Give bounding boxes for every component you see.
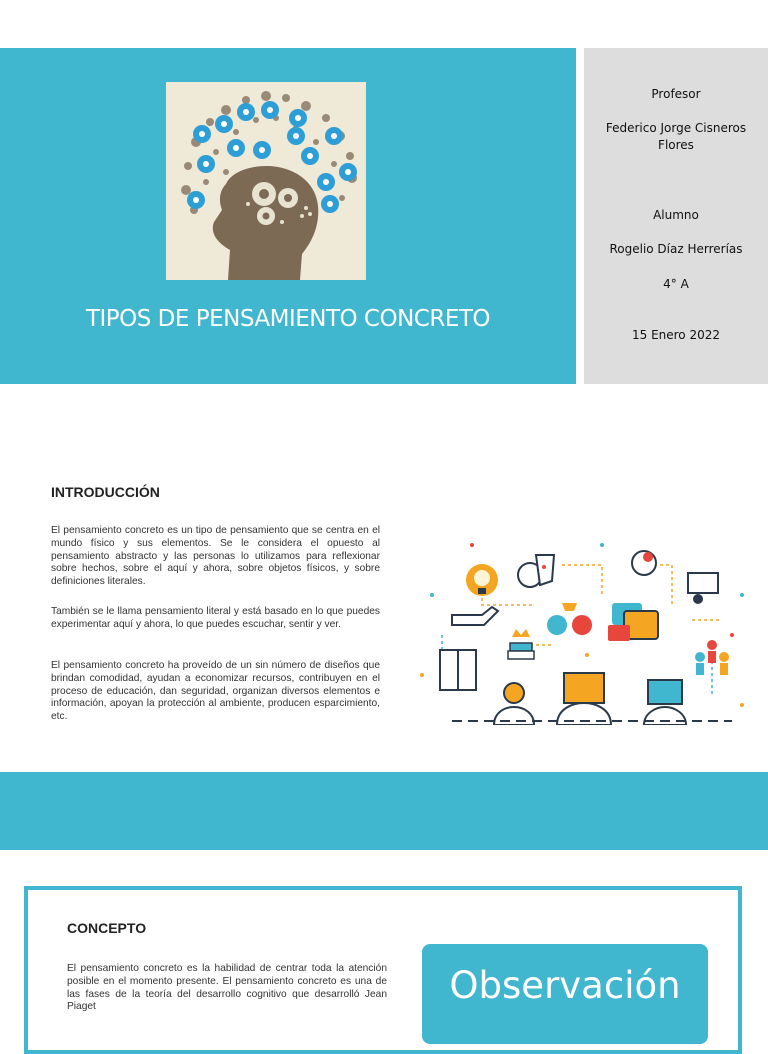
intro-paragraph-3: El pensamiento concreto ha proveído de un sin número de diseños que brindan comodidad, ayudan a economizar recursos, contribuyen en el proceso de educación, dan seguridad, organizan diversos elementos e información, apoyan la protección al ambiente, producen esparcimiento, etc. bbox=[51, 660, 380, 723]
concrete-thinking-illustration bbox=[412, 525, 752, 725]
intro-title: INTRODUCCIÓN bbox=[51, 484, 160, 500]
head-gears-image bbox=[166, 82, 366, 280]
section-divider-band bbox=[0, 772, 768, 850]
profesor-name-line1: Federico Jorge Cisneros bbox=[605, 121, 747, 135]
cover-title: TIPOS DE PENSAMIENTO CONCRETO bbox=[85, 306, 491, 332]
concept-title: CONCEPTO bbox=[67, 920, 147, 936]
concept-paragraph: El pensamiento concreto es la habilidad de centrar toda la atención posible en el momento presente. El pensamiento concreto es una de las fases de la teoría del desarrollo cognitivo que desarrolló Jean Piaget bbox=[67, 963, 387, 1013]
grade: 4° A bbox=[663, 277, 689, 291]
intro-paragraph-2: También se le llama pensamiento literal y está basado en lo que puedes experimentar aquí y ahora, lo que puedes escuchar, sentir y ver. bbox=[51, 606, 380, 630]
head-gears-illustration bbox=[166, 82, 366, 280]
profesor-name-line2: Flores bbox=[658, 138, 694, 152]
date: 15 Enero 2022 bbox=[631, 328, 721, 342]
observation-label: Observación bbox=[449, 964, 681, 1007]
intro-paragraph-1: El pensamiento concreto es un tipo de pensamiento que se centra en el mundo físico y sus elementos. Se le considera el opuesto al pensamiento abstracto y las personas lo utilizamos para reflexionar sobre hechos, sobre el aquí y ahora, sobre objetos físicos, y sobre definiciones literales. bbox=[51, 525, 380, 588]
profesor-label: Profesor bbox=[651, 87, 701, 101]
alumno-name: Rogelio Díaz Herrerías bbox=[609, 242, 743, 256]
alumno-label: Alumno bbox=[653, 208, 699, 222]
